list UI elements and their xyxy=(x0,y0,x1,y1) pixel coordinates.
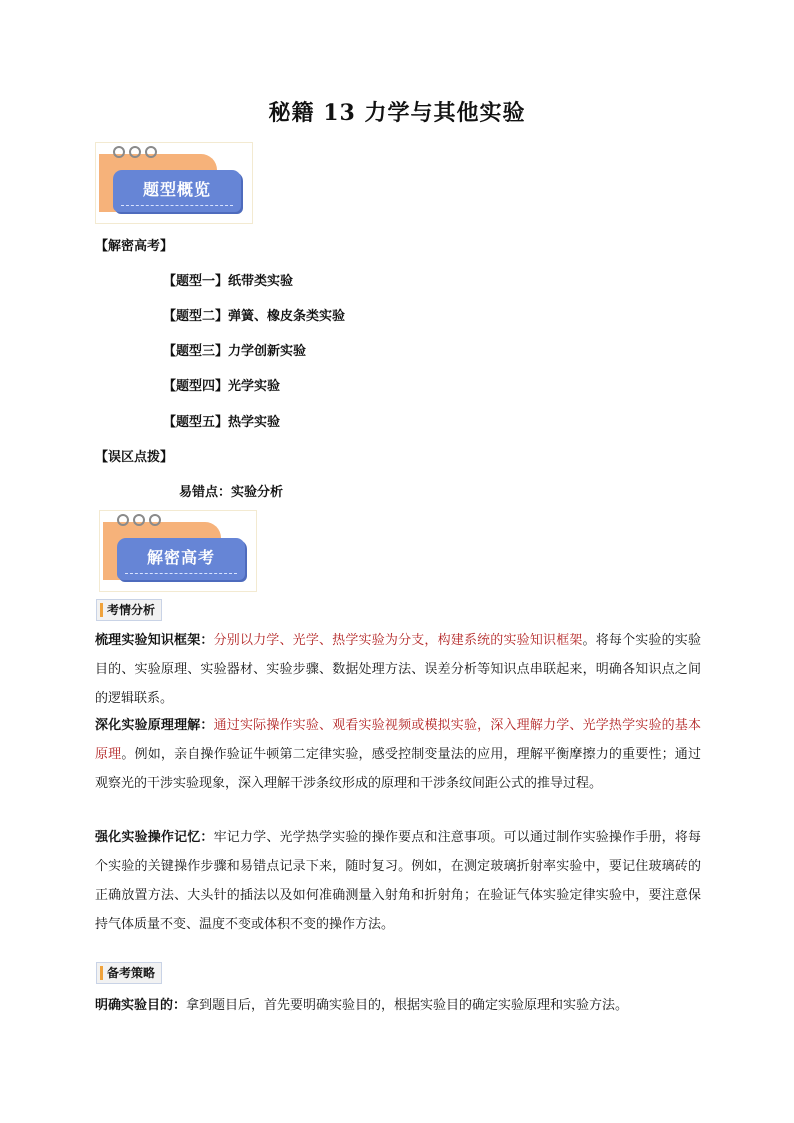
section-banner-decode xyxy=(103,514,261,592)
paragraph-body: 。例如，亲自操作验证牛顿第二定律实验，感受控制变量法的应用，理解平衡摩擦力的重要性；通过观察光的干涉实验现象，深入理解干涉条纹形成的原理和干涉条纹间距公式的推导过程。 xyxy=(95,747,701,791)
paragraph-purpose xyxy=(95,991,701,1020)
banner-plate xyxy=(117,538,245,580)
heading-mistakes: 【误区点拨】 xyxy=(95,450,174,465)
banner-label: 题型概览 xyxy=(142,180,211,199)
paragraph-operations xyxy=(95,823,701,939)
paragraph-body: 拿到题目后，首先要明确实验目的，根据实验目的确定实验原理和实验方法。 xyxy=(186,998,629,1013)
paragraph-label: 强化实验操作记忆： xyxy=(95,830,214,845)
question-type-item: 【题型二】弹簧、橡皮条类实验 xyxy=(163,309,346,324)
paragraph-label: 梳理实验知识框架： xyxy=(95,633,214,648)
paragraph-body: 。将每个实验的实验目的、实验原理、实验器材、实验步骤、数据处理方法、误差分析等知识点串联起来，明确各知识点之间的逻辑联系。 xyxy=(95,633,701,706)
question-type-item: 【题型四】光学实验 xyxy=(163,379,281,394)
section-tag-strategy: 备考策略 xyxy=(96,962,162,984)
banner-label: 解密高考 xyxy=(146,548,215,567)
paragraph-framework xyxy=(95,626,701,713)
heading-decode: 【解密高考】 xyxy=(95,239,174,254)
question-type-item: 【题型一】纸带类实验 xyxy=(163,274,294,289)
paragraph-principles xyxy=(95,711,701,798)
error-tip: 易错点：实验分析 xyxy=(179,485,284,500)
banner-plate xyxy=(113,170,241,212)
paragraph-label: 明确实验目的： xyxy=(95,998,187,1013)
paragraph-body: 牢记力学、光学热学实验的操作要点和注意事项。可以通过制作实验操作手册，将每个实验的关键操作步骤和易错点记录下来，随时复习。例如，在测定玻璃折射率实验中，要记住玻璃砖的正确放置方法、大头针的插法以及如何准确测量入射角和折射角；在验证气体实验定律实验中，要注意保持气体质量不变、温度不变或体积不变的操作方法。 xyxy=(95,830,701,932)
question-type-item: 【题型三】力学创新实验 xyxy=(163,344,307,359)
page-title: 秘籍 13 力学与其他实验 xyxy=(268,100,526,126)
highlight-text: 通过实际操作实验、观看实验视频或模拟实验，深入理解力学、光学热学实验的基本原理 xyxy=(95,718,701,762)
binder-rings-icon xyxy=(117,514,161,526)
section-tag-analysis: 考情分析 xyxy=(96,599,162,621)
binder-rings-icon xyxy=(113,146,157,158)
section-banner-overview xyxy=(99,146,257,224)
paragraph-label: 深化实验原理理解： xyxy=(95,718,214,733)
question-type-item: 【题型五】热学实验 xyxy=(163,415,281,430)
highlight-text: 分别以力学、光学、热学实验为分支，构建系统的实验知识框架 xyxy=(213,633,583,648)
